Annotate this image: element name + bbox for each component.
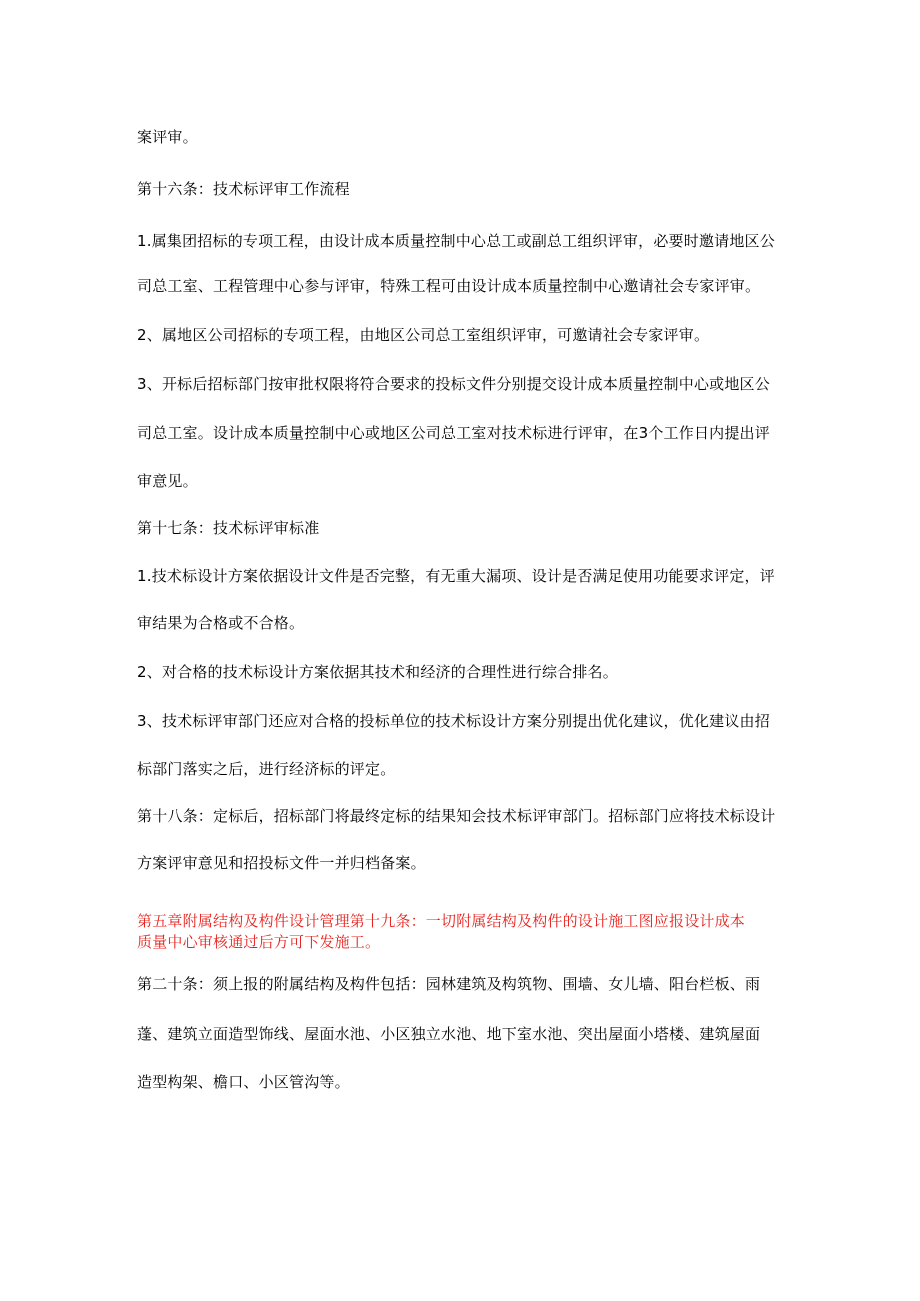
article-heading: 第十六条：技术标评审工作流程 (137, 180, 350, 198)
article-heading: 第十七条：技术标评审标准 (137, 519, 320, 537)
text-line: 1.属集团招标的专项工程，由设计成本质量控制中心总工或副总工组织评审，必要时邀请地区公 (137, 232, 775, 250)
chapter-heading: 质量中心审核通过后方可下发施工。 (137, 933, 381, 951)
text-line: 3、开标后招标部门按审批权限将符合要求的投标文件分别提交设计成本质量控制中心或地区公 (137, 375, 770, 393)
text-line: 2、对合格的技术标设计方案依据其技术和经济的合理性进行综合排名。 (137, 663, 618, 681)
text-line: 1.技术标设计方案依据设计文件是否完整，有无重大漏项、设计是否满足使用功能要求评定，评 (137, 567, 775, 585)
text-line: 第二十条：须上报的附属结构及构件包括：园林建筑及构筑物、围墙、女儿墙、阳台栏板、雨 (137, 975, 761, 993)
text-line: 标部门落实之后，进行经济标的评定。 (137, 760, 396, 778)
text-line: 审意见。 (137, 472, 198, 490)
text-line: 方案评审意见和招投标文件一并归档备案。 (137, 854, 426, 872)
text-line: 蓬、建筑立面造型饰线、屋面水池、小区独立水池、地下室水池、突出屋面小塔楼、建筑屋面 (137, 1025, 761, 1043)
text-line: 2、属地区公司招标的专项工程，由地区公司总工室组织评审，可邀请社会专家评审。 (137, 326, 710, 344)
text-line: 第十八条：定标后，招标部门将最终定标的结果知会技术标评审部门。招标部门应将技术标设计 (137, 807, 776, 825)
text-line: 司总工室、工程管理中心参与评审，特殊工程可由设计成本质量控制中心邀请社会专家评审。 (137, 277, 761, 295)
text-line: 3、技术标评审部门还应对合格的投标单位的技术标设计方案分别提出优化建议，优化建议由招 (137, 712, 770, 730)
chapter-heading: 第五章附属结构及构件设计管理第十九条：一切附属结构及构件的设计施工图应报设计成本 (137, 912, 746, 930)
text-line: 司总工室。设计成本质量控制中心或地区公司总工室对技术标进行评审，在3个工作日内提出评 (137, 424, 770, 442)
text-line: 造型构架、檐口、小区管沟等。 (137, 1073, 350, 1091)
text-line: 审结果为合格或不合格。 (137, 614, 305, 632)
text-line: 案评审。 (137, 128, 198, 146)
